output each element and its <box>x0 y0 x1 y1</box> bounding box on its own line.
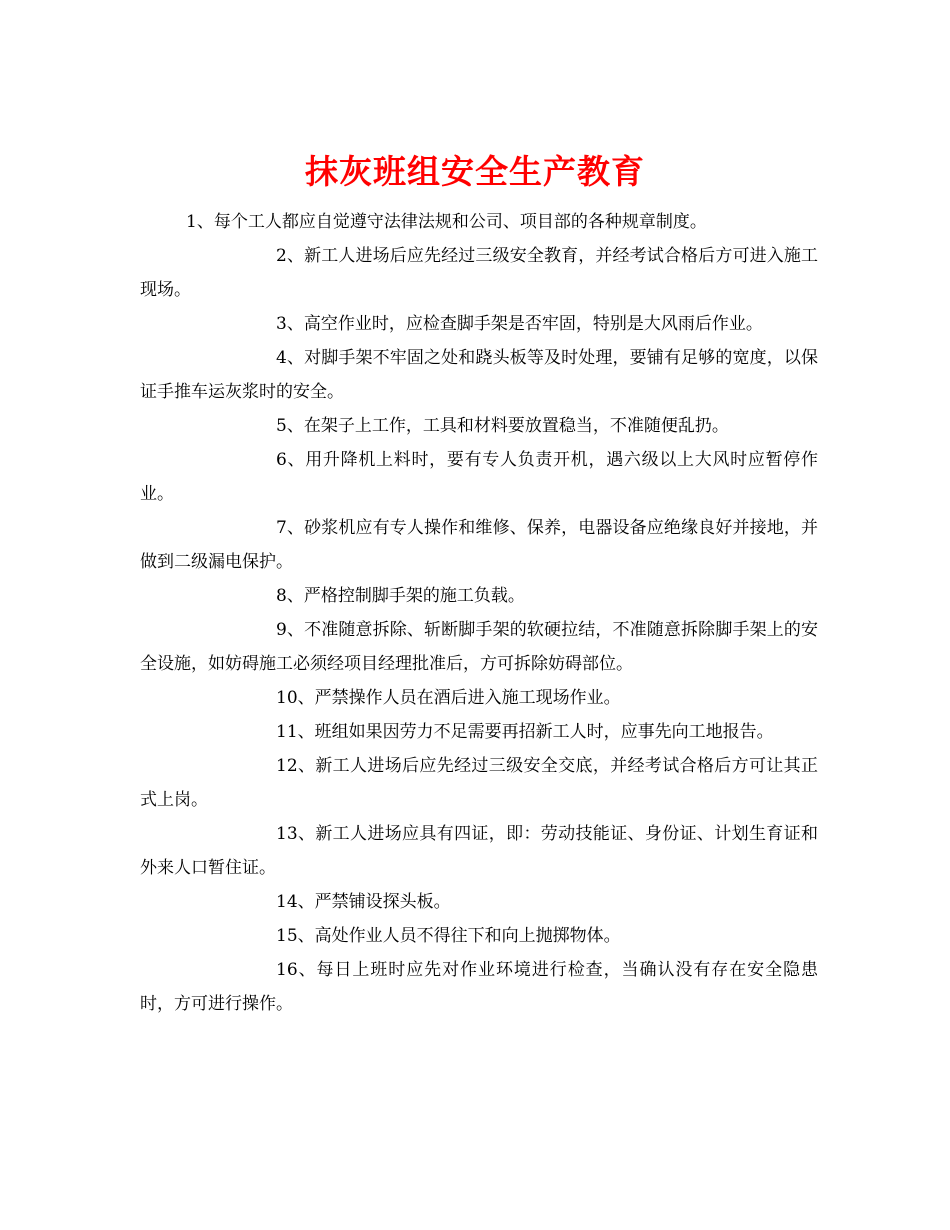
paragraph-4: 4、对脚手架不牢固之处和跷头板等及时处理，要铺有足够的宽度，以保证手推车运灰浆时的安全。 <box>140 348 818 402</box>
paragraph-2: 2、新工人进场后应先经过三级安全教育，并经考试合格后方可进入施工现场。 <box>140 246 818 300</box>
paragraph-11: 11、班组如果因劳力不足需要再招新工人时，应事先向工地报告。 <box>276 722 774 742</box>
paragraph-1: 1、每个工人都应自觉遵守法律法规和公司、项目部的各种规章制度。 <box>186 212 707 232</box>
paragraph-3: 3、高空作业时，应检查脚手架是否牢固，特别是大风雨后作业。 <box>276 314 763 334</box>
document-body <box>140 205 818 1021</box>
paragraph-14: 14、严禁铺设探头板。 <box>276 892 451 912</box>
paragraph-12: 12、新工人进场后应先经过三级安全交底，并经考试合格后方可让其正式上岗。 <box>140 756 818 810</box>
paragraph-8: 8、严格控制脚手架的施工负载。 <box>276 586 525 606</box>
paragraph-13: 13、新工人进场应具有四证，即：劳动技能证、身份证、计划生育证和外来人口暂住证。 <box>140 824 818 878</box>
paragraph-10: 10、严禁操作人员在酒后进入施工现场作业。 <box>276 688 621 708</box>
paragraph-15: 15、高处作业人员不得往下和向上抛掷物体。 <box>276 926 621 946</box>
document-title: 抹灰班组安全生产教育 <box>305 152 645 192</box>
paragraph-9: 9、不准随意拆除、斩断脚手架的软硬拉结，不准随意拆除脚手架上的安全设施，如妨碍施工必须经项目经理批准后，方可拆除妨碍部位。 <box>140 620 818 674</box>
paragraph-7: 7、砂浆机应有专人操作和维修、保养，电器设备应绝缘良好并接地，并做到二级漏电保护。 <box>140 518 818 572</box>
paragraph-16: 16、每日上班时应先对作业环境进行检查，当确认没有存在安全隐患时，方可进行操作。 <box>140 960 818 1014</box>
paragraph-5: 5、在架子上工作，工具和材料要放置稳当，不准随便乱扔。 <box>276 416 729 436</box>
paragraph-6: 6、用升降机上料时，要有专人负责开机，遇六级以上大风时应暂停作业。 <box>140 450 818 504</box>
